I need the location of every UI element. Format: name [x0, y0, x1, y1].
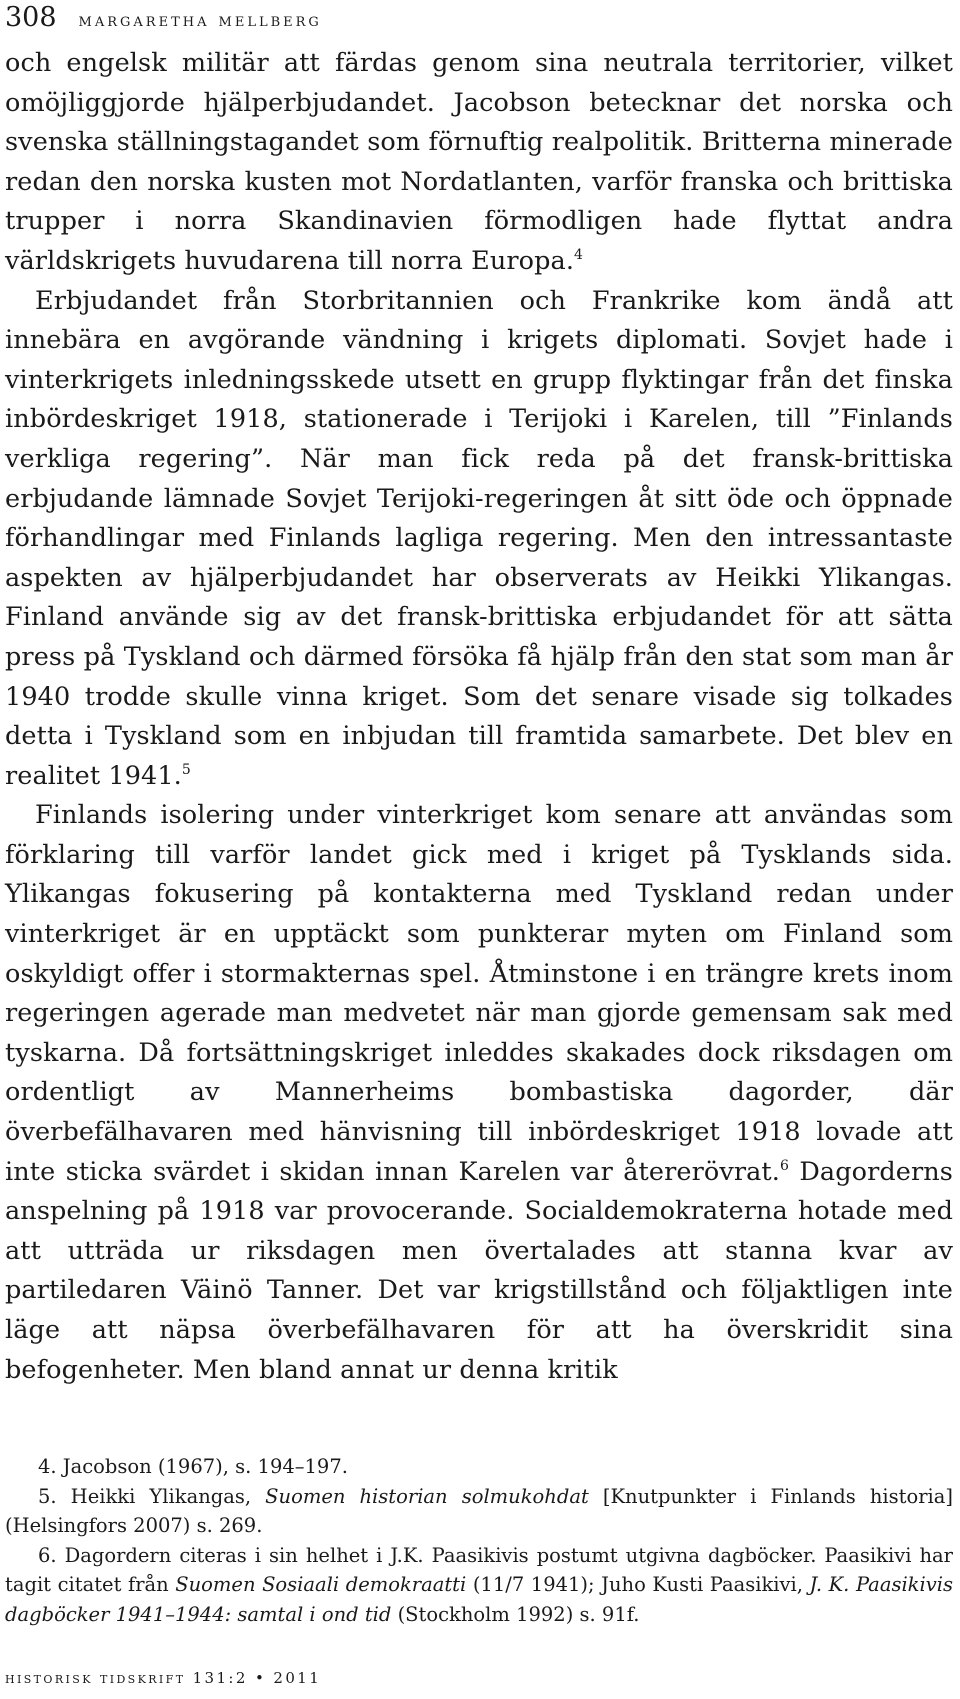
paragraph-text: Erbjudandet från Storbritannien och Frankrike kom ändå att innebära en avgörande vändning i krigets diplomati. Sovjet hade i vinterkrigets inledningsskede utsett en grupp flyktingar från det finska inbördeskriget 1918, stationerade i Terijoki i Karelen, till ”Finlands verkliga regering”. När man fick reda på det fransk-brittiska erbjudande lämnade Sovjet Terijoki-regeringen åt sitt öde och öppnade förhandlingar med Finlands lagliga regering. Men den intressantaste aspekten av hjälperbjudandet har observerats av Heikki Ylikangas. Finland använde sig av det fransk-brittiska erbjudandet för att sätta press på Tyskland och därmed försöka få hjälp från den stat som man år 1940 trodde skulle vinna kriget. Som det senare visade sig tolkades detta i Tyskland som en inbjudan till framtida samarbete. Det blev en realitet 1941.	[5, 285, 953, 791]
footnote-ref[interactable]: 5	[181, 761, 191, 778]
footnote-text: 6. Dagordern citeras i sin helhet i J.K. Paasikivis postumt utgivna dagböcker. Paasikivi har tagit citatet från	[5, 1543, 953, 1596]
footnote-title: Suomen Sosiaali demokraatti	[175, 1573, 467, 1596]
paragraph	[5, 44, 953, 282]
footnote-text: (Stockholm 1992) s. 91f.	[391, 1602, 640, 1626]
page-header	[5, 2, 950, 38]
footnote-title: J. K. Paasikivis dagböcker 1941–1944: samtal i ond tid	[5, 1573, 953, 1626]
footnote-title: Suomen historian solmukohdat	[265, 1484, 589, 1508]
page-number: 308	[5, 2, 57, 33]
paragraph-text: Dagorderns anspelning på 1918 var provocerande. Socialdemokraterna hotade med att utträda ur riksdagen men övertalades att stanna kvar av partiledaren Väinö Tanner. Det var krigstillstånd och följaktligen inte läge att näpsa överbefälhavaren för att ha överskridit sina befogenheter. Men bland annat ur denna kritik	[5, 1156, 953, 1385]
page-footer	[5, 1669, 321, 1687]
running-head-author: margaretha mellberg	[78, 9, 322, 31]
footnote-text: 4. Jacobson (1967), s. 194–197.	[38, 1455, 348, 1478]
paragraph	[5, 282, 953, 797]
footnote-text: (11/7 1941); Juho Kusti Paasikivi,	[466, 1573, 810, 1596]
paragraph-text: och engelsk militär att färdas genom sina neutrala territorier, vilket omöjliggjorde hjälperbjudandet. Jacobson betecknar det norska och svenska ställningstagandet som förnuftig realpolitik. Britterna minerade redan den norska kusten mot Nordatlanten, varför franska och brittiska trupper i norra Skandinavien förmodligen hade flyttat andra världskrigets huvudarena till norra Europa.	[5, 48, 953, 276]
paragraph	[5, 796, 953, 1390]
journal-citation: historisk tidskrift 131:2 • 2011	[5, 1669, 322, 1687]
paragraph-text: Finlands isolering under vinterkriget kom senare att användas som förklaring till varför landet gick med i kriget på Tysklands sida. Ylikangas fokusering på kontakterna med Tyskland redan under vinterkriget är en upptäckt som punkterar myten om Finland som oskyldigt offer i stormakternas spel. Åtminstone i en trängre krets inom regeringen agerade man medvetet när man gjorde gemensam sak med tyskarna. Då fortsättningskriget inleddes skakades dock riksdagen om ordentligt av Mannerheims bombastiska dagorder, där överbefälhavaren med hänvisning till inbördeskriget 1918 lovade att inte sticka svärdet i skidan innan Karelen var återerövrat.	[5, 800, 953, 1187]
footnote	[5, 1482, 953, 1541]
footnote	[5, 1541, 953, 1630]
footnote-text: 5. Heikki Ylikangas,	[38, 1484, 266, 1508]
footnote-ref[interactable]: 4	[574, 246, 584, 263]
footnote	[5, 1452, 953, 1482]
body-text	[5, 44, 953, 1390]
footnotes	[5, 1452, 953, 1629]
footnote-ref[interactable]: 6	[779, 1157, 789, 1174]
footnote-text: [Knutpunkter i Finlands historia] (Helsingfors 2007) s. 269.	[5, 1484, 954, 1537]
